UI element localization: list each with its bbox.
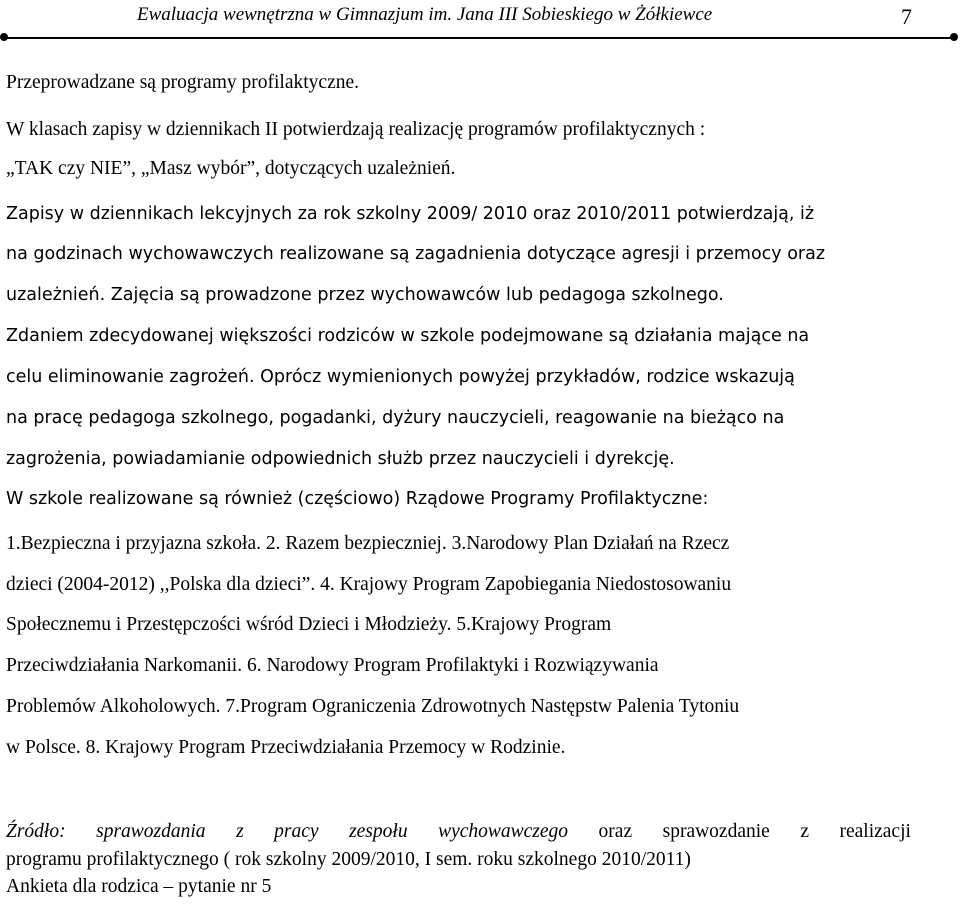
source-word: realizacji	[839, 821, 911, 842]
body-line: uzależnień. Zajęcia są prowadzone przez wychowawców lub pedagoga szkolnego.	[6, 285, 724, 305]
body-line: celu eliminowanie zagrożeń. Oprócz wymienionych powyżej przykładów, rodzice wskazują	[6, 367, 795, 387]
body-line: Zdaniem zdecydowanej większości rodziców w szkole podejmowane są działania mające na	[6, 326, 810, 346]
body-line: W klasach zapisy w dziennikach II potwierdzają realizację programów profilaktycznych :	[6, 119, 706, 140]
source-line-1	[6, 821, 911, 843]
body-line: dzieci (2004-2012) ,,Polska dla dzieci”. 4. Krajowy Program Zapobiegania Niedostosowaniu	[6, 574, 732, 595]
source-word: zespołu	[349, 821, 408, 842]
body-line: Problemów Alkoholowych. 7.Program Ograniczenia Zdrowotnych Następstw Palenia Tytoniu	[6, 696, 740, 717]
body-line: 1.Bezpieczna i przyjazna szkoła. 2. Razem bezpieczniej. 3.Narodowy Plan Działań na Rzecz	[6, 533, 730, 554]
divider-dot-right	[950, 33, 958, 41]
source-line-2: programu profilaktycznego ( rok szkolny 2009/2010, I sem. roku szkolnego 2010/2011)	[6, 849, 691, 870]
body-line: w Polsce. 8. Krajowy Program Przeciwdziałania Przemocy w Rodzinie.	[6, 737, 566, 758]
body-line: na godzinach wychowawczych realizowane są zagadnienia dotyczące agresji i przemocy oraz	[6, 244, 826, 264]
body-line: „TAK czy NIE”, „Masz wybór”, dotyczących uzależnień.	[6, 158, 456, 179]
page-number: 7	[901, 4, 912, 29]
body-line: W szkole realizowane są również (częściowo) Rządowe Programy Profilaktyczne:	[6, 489, 709, 509]
source-word: wychowawczego	[438, 821, 569, 842]
source-word: sprawozdania	[96, 821, 206, 842]
source-word: z	[236, 821, 244, 842]
source-word: sprawozdanie	[662, 821, 770, 842]
source-line-3: Ankieta dla rodzica – pytanie nr 5	[6, 876, 272, 897]
source-word: z	[800, 821, 809, 842]
header-title: Ewaluacja wewnętrzna w Gimnazjum im. Jana III Sobieskiego w Żółkiewce	[137, 4, 713, 25]
header-divider	[4, 37, 954, 39]
source-word: oraz	[598, 821, 633, 842]
page-header	[0, 0, 960, 44]
body-line: na pracę pedagoga szkolnego, pogadanki, dyżury nauczycieli, reagowanie na bieżąco na	[6, 408, 785, 428]
source-word: pracy	[274, 821, 319, 842]
source-word: Źródło:	[6, 821, 66, 842]
body-line: Przeciwdziałania Narkomanii. 6. Narodowy Program Profilaktyki i Rozwiązywania	[6, 655, 659, 676]
body-line: Zapisy w dziennikach lekcyjnych za rok szkolny 2009/ 2010 oraz 2010/2011 potwierdzają, iż	[6, 204, 815, 224]
body-line: zagrożenia, powiadamianie odpowiednich służb przez nauczycieli i dyrekcję.	[6, 449, 675, 469]
divider-dot-left	[0, 33, 8, 41]
body-line: Społecznemu i Przestępczości wśród Dzieci i Młodzieży. 5.Krajowy Program	[6, 614, 612, 635]
body-line: Przeprowadzane są programy profilaktyczne.	[6, 72, 360, 93]
